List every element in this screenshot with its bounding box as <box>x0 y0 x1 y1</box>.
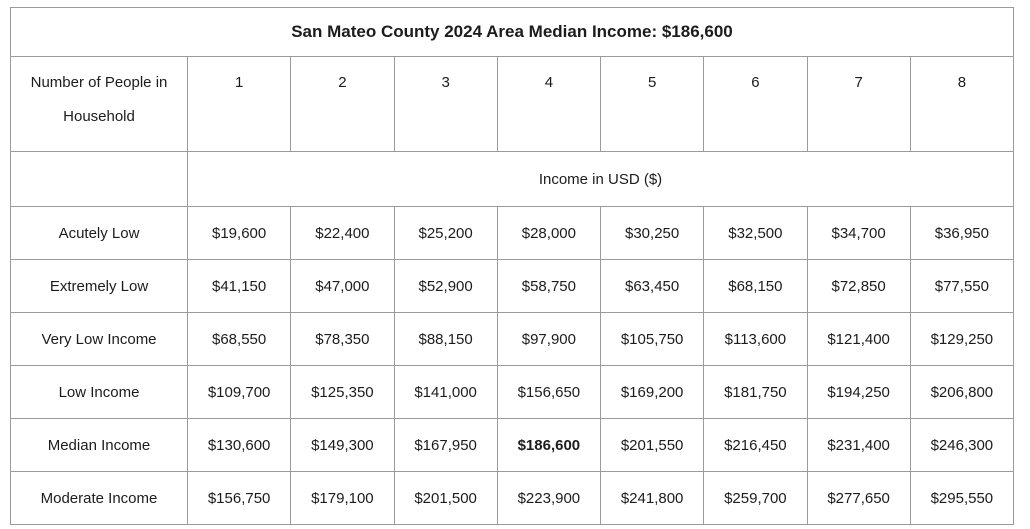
income-value-cell: $179,100 <box>291 472 394 525</box>
household-size-8: 8 <box>910 57 1013 152</box>
income-value-cell: $52,900 <box>394 260 497 313</box>
income-value-cell: $36,950 <box>910 207 1013 260</box>
income-value-cell: $88,150 <box>394 313 497 366</box>
income-value-cell: $109,700 <box>188 366 291 419</box>
income-unit-label: Income in USD ($) <box>188 152 1014 207</box>
income-value-cell: $78,350 <box>291 313 394 366</box>
income-value-cell: $149,300 <box>291 419 394 472</box>
income-value-cell: $194,250 <box>807 366 910 419</box>
income-value-cell: $130,600 <box>188 419 291 472</box>
household-size-7: 7 <box>807 57 910 152</box>
income-value-cell: $68,150 <box>704 260 807 313</box>
income-value-cell: $223,900 <box>497 472 600 525</box>
median-income-highlight-cell: $186,600 <box>497 419 600 472</box>
household-size-3: 3 <box>394 57 497 152</box>
income-value-cell: $246,300 <box>910 419 1013 472</box>
income-value-cell: $32,500 <box>704 207 807 260</box>
income-value-cell: $68,550 <box>188 313 291 366</box>
table-title-row <box>11 8 1014 57</box>
income-value-cell: $125,350 <box>291 366 394 419</box>
income-value-cell: $259,700 <box>704 472 807 525</box>
income-value-cell: $141,000 <box>394 366 497 419</box>
household-size-header-row <box>11 57 1014 152</box>
household-size-5: 5 <box>601 57 704 152</box>
income-value-cell: $25,200 <box>394 207 497 260</box>
income-value-cell: $156,650 <box>497 366 600 419</box>
income-value-cell: $169,200 <box>601 366 704 419</box>
income-category-label: Low Income <box>11 366 188 419</box>
income-value-cell: $97,900 <box>497 313 600 366</box>
table-row-acutely-low <box>11 207 1014 260</box>
household-size-4: 4 <box>497 57 600 152</box>
household-size-2: 2 <box>291 57 394 152</box>
income-category-label: Acutely Low <box>11 207 188 260</box>
income-value-cell: $30,250 <box>601 207 704 260</box>
household-size-6: 6 <box>704 57 807 152</box>
income-category-label: Median Income <box>11 419 188 472</box>
income-value-cell: $241,800 <box>601 472 704 525</box>
income-value-cell: $34,700 <box>807 207 910 260</box>
income-category-label: Moderate Income <box>11 472 188 525</box>
income-value-cell: $19,600 <box>188 207 291 260</box>
household-size-1: 1 <box>188 57 291 152</box>
income-unit-row <box>11 152 1014 207</box>
income-value-cell: $206,800 <box>910 366 1013 419</box>
income-value-cell: $201,500 <box>394 472 497 525</box>
income-value-cell: $167,950 <box>394 419 497 472</box>
income-value-cell: $156,750 <box>188 472 291 525</box>
income-category-label: Extremely Low <box>11 260 188 313</box>
income-value-cell: $295,550 <box>910 472 1013 525</box>
income-value-cell: $181,750 <box>704 366 807 419</box>
empty-cell <box>11 152 188 207</box>
table-row-median-income <box>11 419 1014 472</box>
income-value-cell: $58,750 <box>497 260 600 313</box>
area-median-income-table <box>10 7 1014 525</box>
table-row-very-low-income <box>11 313 1014 366</box>
table-title: San Mateo County 2024 Area Median Income: $186,600 <box>11 8 1014 57</box>
income-value-cell: $201,550 <box>601 419 704 472</box>
income-value-cell: $129,250 <box>910 313 1013 366</box>
table-row-extremely-low <box>11 260 1014 313</box>
income-value-cell: $231,400 <box>807 419 910 472</box>
income-value-cell: $28,000 <box>497 207 600 260</box>
income-value-cell: $121,400 <box>807 313 910 366</box>
income-value-cell: $72,850 <box>807 260 910 313</box>
income-value-cell: $41,150 <box>188 260 291 313</box>
income-category-label: Very Low Income <box>11 313 188 366</box>
income-value-cell: $216,450 <box>704 419 807 472</box>
income-value-cell: $22,400 <box>291 207 394 260</box>
income-value-cell: $77,550 <box>910 260 1013 313</box>
income-value-cell: $105,750 <box>601 313 704 366</box>
income-value-cell: $113,600 <box>704 313 807 366</box>
table-row-moderate-income <box>11 472 1014 525</box>
income-value-cell: $47,000 <box>291 260 394 313</box>
income-value-cell: $277,650 <box>807 472 910 525</box>
table-row-low-income <box>11 366 1014 419</box>
income-value-cell: $63,450 <box>601 260 704 313</box>
household-size-header-label: Number of People in Household <box>11 57 188 152</box>
